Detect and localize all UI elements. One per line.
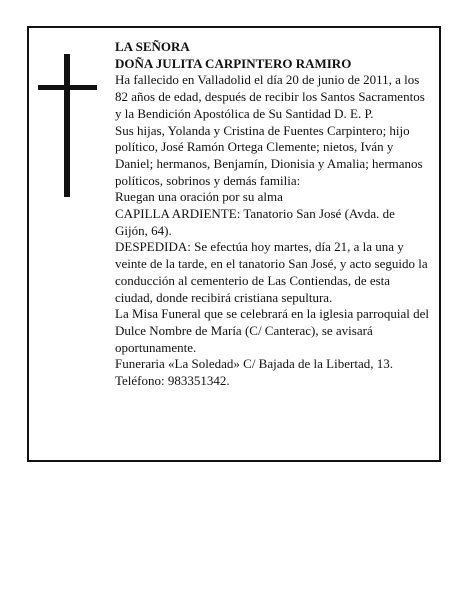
farewell-paragraph: DESPEDIDA: Se efectúa hoy martes, día 21, a la una y veinte de la tarde, en el tanatorio San José, y acto seguido la conducción al cementerio de Las Contiendas, de esta ciudad, donde recibirá cristiana sepultura. (115, 239, 428, 305)
deceased-name: DOÑA JULITA CARPINTERO RAMIRO (115, 55, 352, 71)
chapel-paragraph: CAPILLA ARDIENTE: Tanatorio San José (Avda. de Gijón, 64). (115, 206, 395, 238)
obituary-text (115, 39, 430, 390)
header-title: LA SEÑORA (115, 39, 190, 54)
cross-icon-crossbar (38, 85, 97, 90)
family-paragraph: Sus hijas, Yolanda y Cristina de Fuentes Carpintero; hijo político, José Ramón Ortega Clemente; nietos, Iván y Daniel; hermanos, Benjamín, Dionisia y Amalia; hermanos políticos, sobrinos y demás familia: (115, 122, 423, 188)
cross-icon (64, 54, 70, 197)
death-notice-paragraph: Ha fallecido en Valladolid el día 20 de junio de 2011, a los 82 años de edad, después de recibir los Santos Sacramentos y la Bendición Apostólica de Su Santidad D. E. P. (115, 72, 425, 121)
funeral-mass-paragraph: La Misa Funeral que se celebrará en la iglesia parroquial del Dulce Nombre de María (C/ Canterac), se avisará oportunamente. (115, 306, 430, 355)
prayer-request: Ruegan una oración por su alma (115, 189, 283, 205)
funeral-home-paragraph: Funeraria «La Soledad» C/ Bajada de la Libertad, 13. Teléfono: 983351342. (115, 356, 393, 389)
